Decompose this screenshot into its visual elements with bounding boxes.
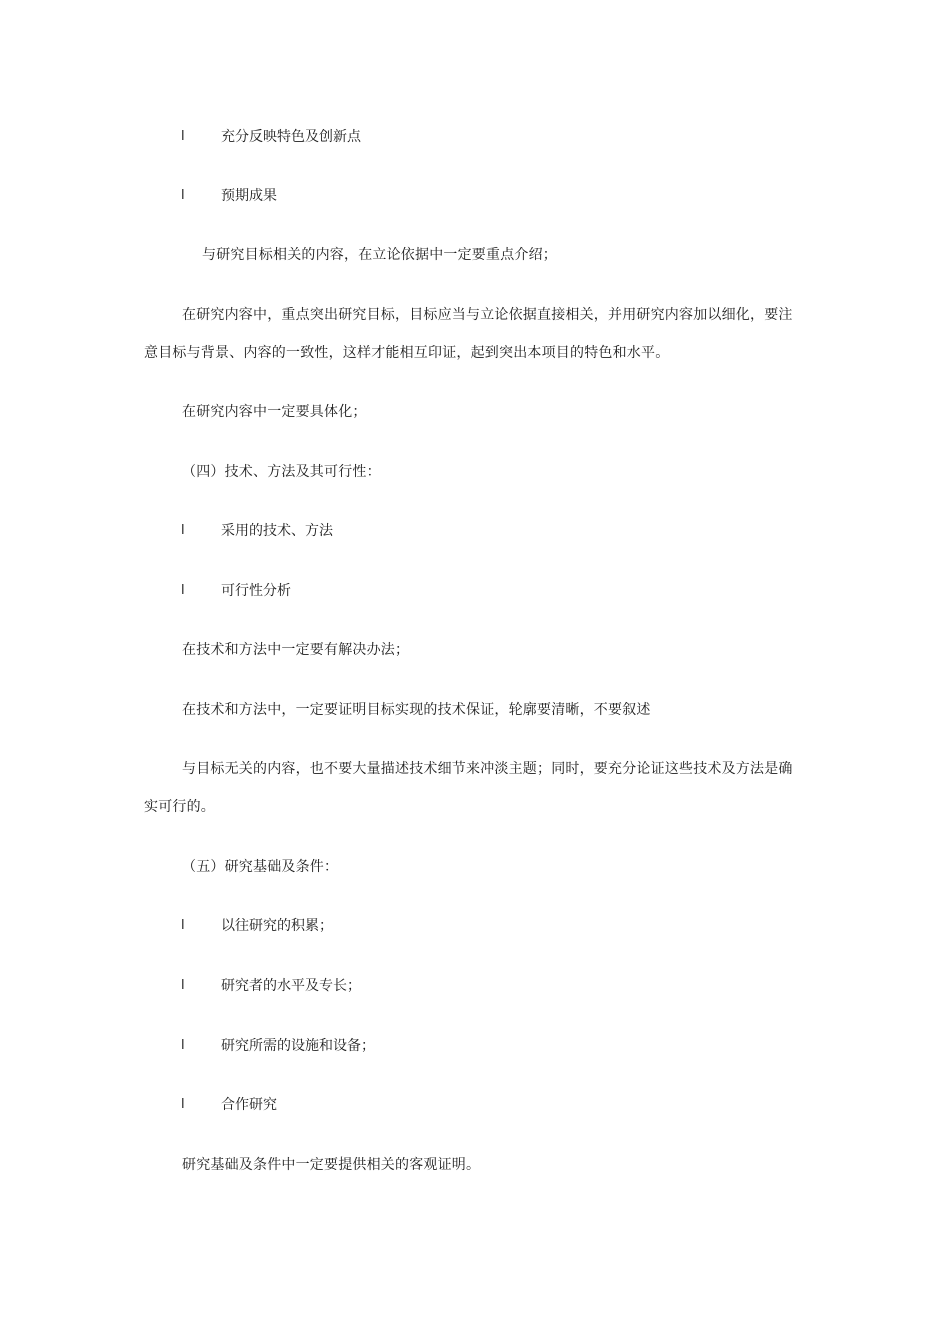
paragraph-line: 在技术和方法中，一定要证明目标实现的技术保证，轮廓要清晰，不要叙述 <box>182 702 651 718</box>
paragraph-line: 与目标无关的内容，也不要大量描述技术细节来冲淡主题；同时，要充分论证这些技术及方法是确 <box>182 761 793 777</box>
bullet-marker: l <box>181 129 185 144</box>
paragraph-line: 与研究目标相关的内容，在立论依据中一定要重点介绍； <box>202 247 557 263</box>
bullet-marker: l <box>181 1097 185 1112</box>
bullet-item: 研究者的水平及专长； <box>221 978 361 994</box>
bullet-marker: l <box>181 188 185 203</box>
paragraph-line: 在技术和方法中一定要有解决办法； <box>182 642 410 658</box>
bullet-marker: l <box>181 523 185 538</box>
bullet-marker: l <box>181 1038 185 1053</box>
bullet-item: 研究所需的设施和设备； <box>221 1038 375 1054</box>
section-heading: （五）研究基础及条件： <box>182 859 339 875</box>
bullet-item: 以往研究的积累； <box>221 918 333 934</box>
bullet-marker: l <box>181 978 185 993</box>
section-heading: （四）技术、方法及其可行性： <box>182 464 381 480</box>
paragraph-line: 实可行的。 <box>144 799 215 815</box>
bullet-marker: l <box>181 918 185 933</box>
paragraph-line: 意目标与背景、内容的一致性，这样才能相互印证，起到突出本项目的特色和水平。 <box>144 345 670 361</box>
bullet-item: 预期成果 <box>221 188 277 204</box>
paragraph-line: 在研究内容中一定要具体化； <box>182 404 367 420</box>
bullet-item: 可行性分析 <box>221 583 291 599</box>
paragraph-line: 研究基础及条件中一定要提供相关的客观证明。 <box>182 1157 481 1173</box>
paragraph-line: 在研究内容中，重点突出研究目标，目标应当与立论依据直接相关，并用研究内容加以细化，要注 <box>182 307 793 323</box>
bullet-item: 采用的技术、方法 <box>221 523 333 539</box>
bullet-marker: l <box>181 583 185 598</box>
bullet-item: 合作研究 <box>221 1097 277 1113</box>
bullet-item: 充分反映特色及创新点 <box>221 129 361 145</box>
